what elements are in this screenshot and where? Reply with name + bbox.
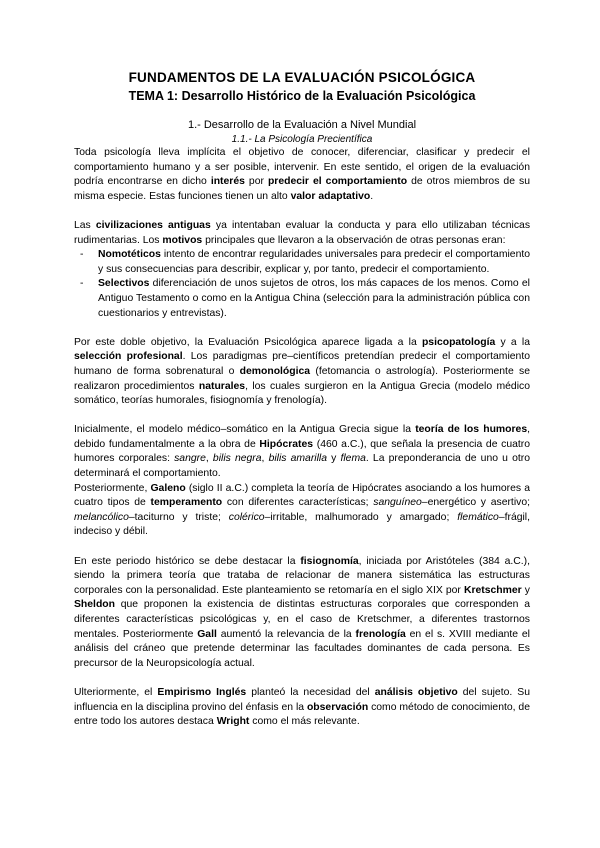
list-item-text bbox=[98, 249, 530, 275]
paragraph-gap bbox=[74, 540, 530, 555]
bold-term: frenología bbox=[355, 628, 406, 640]
text-run: ya intentaban evaluar la conducta y para ello utilizaban técnicas rudimentarias. Los bbox=[74, 219, 531, 246]
paragraph-empiricism bbox=[74, 686, 530, 730]
text-run: con diferentes características; bbox=[222, 497, 374, 509]
bold-term: valor adaptativo bbox=[290, 190, 371, 202]
section-heading: 1.- Desarrollo de la Evaluación a Nivel Mundial bbox=[187, 119, 417, 131]
text-run: diferenciación de unos sujetos de otros, los más capaces de los menos. Como el Antiguo Testamento o como en la Antigua China (selección para la administración pública con cuestionarios y entrevistas). bbox=[98, 278, 530, 319]
text-run: (fetomancia o astrología). Posteriormente se realizaron procedimientos bbox=[74, 365, 530, 392]
text-run: , debido fundamentalmente a la obra de bbox=[74, 424, 530, 450]
text-run: y bbox=[327, 453, 341, 465]
bold-term: Wright bbox=[216, 716, 250, 728]
italic-term: colérico bbox=[228, 511, 265, 523]
italic-term: sanguíneo bbox=[373, 497, 422, 509]
paragraph-ancient-civilizations bbox=[74, 219, 530, 248]
text-run: principales que llevaron a la observación de otras personas eran: bbox=[202, 234, 506, 246]
text-run: , bbox=[261, 453, 269, 465]
bold-term: Kretschmer bbox=[463, 584, 522, 596]
bold-term: selección profesional bbox=[74, 351, 183, 363]
bold-term: Nomotéticos bbox=[98, 249, 161, 261]
bold-term: análisis objetivo bbox=[374, 686, 458, 698]
paragraph-physiognomy bbox=[74, 555, 530, 672]
text-run: –energético y asertivo; bbox=[421, 497, 530, 509]
list-item bbox=[74, 248, 530, 277]
text-run: (460 a.C.), que señala la presencia de cuatro humores corporales: bbox=[74, 438, 531, 465]
text-run: que proponen la existencia de distintas estructuras corporales que corresponden a diferentes características psicológicas y, en el caso de Kretschmer, a diferentes trastornos mentales. Posteriormente bbox=[74, 599, 530, 640]
bold-term: demonológica bbox=[239, 365, 311, 377]
motives-list bbox=[74, 248, 530, 321]
bold-term: Gall bbox=[197, 628, 217, 640]
text-run: y bbox=[521, 584, 530, 596]
paragraph-gap bbox=[74, 409, 530, 424]
text-run: , iniciada por Aristóteles (384 a.C.), siendo la primera teoría que trataba de relacionar de manera sistemática las estructuras corporales con la personalidad. Este planteamiento se retomaría en el siglo XIX por bbox=[74, 555, 531, 596]
paragraph-intro bbox=[74, 146, 530, 204]
topic-title: TEMA 1: Desarrollo Histórico de la Evaluación Psicológica bbox=[128, 89, 476, 103]
bold-term: civilizaciones antiguas bbox=[95, 219, 211, 231]
list-item-text bbox=[98, 278, 530, 318]
paragraph-humoral-theory bbox=[74, 423, 530, 481]
bold-term: fisiognomía bbox=[300, 555, 359, 567]
paragraph-gap bbox=[74, 671, 530, 686]
list-dash: - bbox=[80, 278, 84, 290]
bold-term: predecir el comportamiento bbox=[267, 176, 408, 188]
paragraph-double-objective bbox=[74, 336, 530, 409]
text-run: , bbox=[205, 453, 213, 465]
bold-term: interés bbox=[210, 176, 245, 188]
bold-term: Galeno bbox=[150, 482, 186, 494]
text-run: como método de conocimiento, de entre todo los autores destaca bbox=[74, 701, 530, 728]
text-run: (siglo II a.C.) completa la teoría de Hipócrates asociando a los humores a cuatro tipos de bbox=[74, 482, 530, 509]
text-run: y a la bbox=[495, 336, 530, 348]
bold-term: observación bbox=[306, 701, 369, 713]
list-dash: - bbox=[80, 249, 84, 261]
text-run: intento de encontrar regularidades universales para predecir el comportamiento y sus consecuencias para describir, explicar y, por tanto, predecir el comportamiento. bbox=[98, 249, 531, 275]
bold-term: Sheldon bbox=[74, 599, 115, 611]
text-run: –irritable, malhumorado y amargado; bbox=[264, 511, 458, 523]
subsection-heading: 1.1.- La Psicología Precientífica bbox=[231, 134, 373, 145]
text-run: del sujeto. Su influencia en la disciplina provino del énfasis en la bbox=[74, 686, 530, 713]
text-run: Por este doble objetivo, la Evaluación Psicológica aparece ligada a la bbox=[74, 336, 422, 348]
bold-term: Empirismo Inglés bbox=[157, 686, 247, 698]
bold-term: temperamento bbox=[150, 497, 223, 509]
document-title: FUNDAMENTOS DE LA EVALUACIÓN PSICOLÓGICA bbox=[128, 70, 476, 85]
text-run: por bbox=[244, 176, 268, 188]
text-run: de otros miembros de su misma especie. Estas funciones tienen un alto bbox=[74, 176, 530, 202]
text-run: . Los paradigmas pre–científicos pretendían predecir el comportamiento humano de forma sobrenatural o bbox=[74, 351, 530, 377]
text-run: Inicialmente, el modelo médico–somático en la Antigua Grecia sigue la bbox=[74, 424, 416, 436]
paragraph-gap bbox=[74, 321, 530, 336]
text-run: –frágil, indeciso y débil. bbox=[74, 511, 530, 538]
text-run: Posteriormente, bbox=[74, 482, 151, 494]
paragraph-gap bbox=[74, 204, 530, 219]
text-run: . La preponderancia de uno u otro determinará el comportamiento. bbox=[74, 453, 530, 480]
italic-term: bilis amarilla bbox=[268, 453, 327, 465]
italic-term: flemático bbox=[457, 511, 499, 523]
bold-term: motivos bbox=[162, 234, 203, 246]
text-run: en el s. XVIII mediante el análisis del cráneo que pretende determinar las facultades dominantes de cada persona. Es precursor de la Neuropsicología actual. bbox=[74, 628, 530, 669]
text-run: planteó la necesidad del bbox=[246, 686, 375, 698]
text-run: –taciturno y triste; bbox=[128, 511, 229, 523]
text-run: como el más relevante. bbox=[249, 716, 360, 728]
text-run: Las bbox=[74, 219, 96, 231]
text-run: En este periodo histórico se debe destacar la bbox=[74, 555, 301, 567]
text-run: , los cuales surgieron en la Antigua Grecia (modelo médico somático, teorías humorales, fisiognomía y frenología). bbox=[74, 380, 530, 407]
italic-term: flema bbox=[340, 453, 366, 465]
bold-term: Hipócrates bbox=[259, 438, 314, 450]
text-run: aumentó la relevancia de la bbox=[216, 628, 356, 640]
italic-term: melancólico bbox=[74, 511, 129, 523]
bold-term: naturales bbox=[198, 380, 246, 392]
text-run: Toda psicología lleva implícita el objetivo de conocer, diferenciar, clasificar y predecir el comportamiento humano y a ser posible, intervenir. En este sentido, el origen de la evaluación podría encontrarse en dicho bbox=[74, 147, 530, 188]
italic-term: bilis negra bbox=[212, 453, 262, 465]
italic-term: sangre bbox=[174, 453, 206, 465]
list-item bbox=[74, 277, 530, 321]
text-run: . bbox=[370, 190, 374, 202]
text-run: Ulteriormente, el bbox=[74, 686, 158, 698]
bold-term: teoría de los humores bbox=[415, 424, 528, 436]
bold-term: Selectivos bbox=[98, 278, 150, 290]
paragraph-galeno bbox=[74, 482, 530, 540]
document-page bbox=[74, 70, 530, 730]
bold-term: psicopatología bbox=[421, 336, 496, 348]
